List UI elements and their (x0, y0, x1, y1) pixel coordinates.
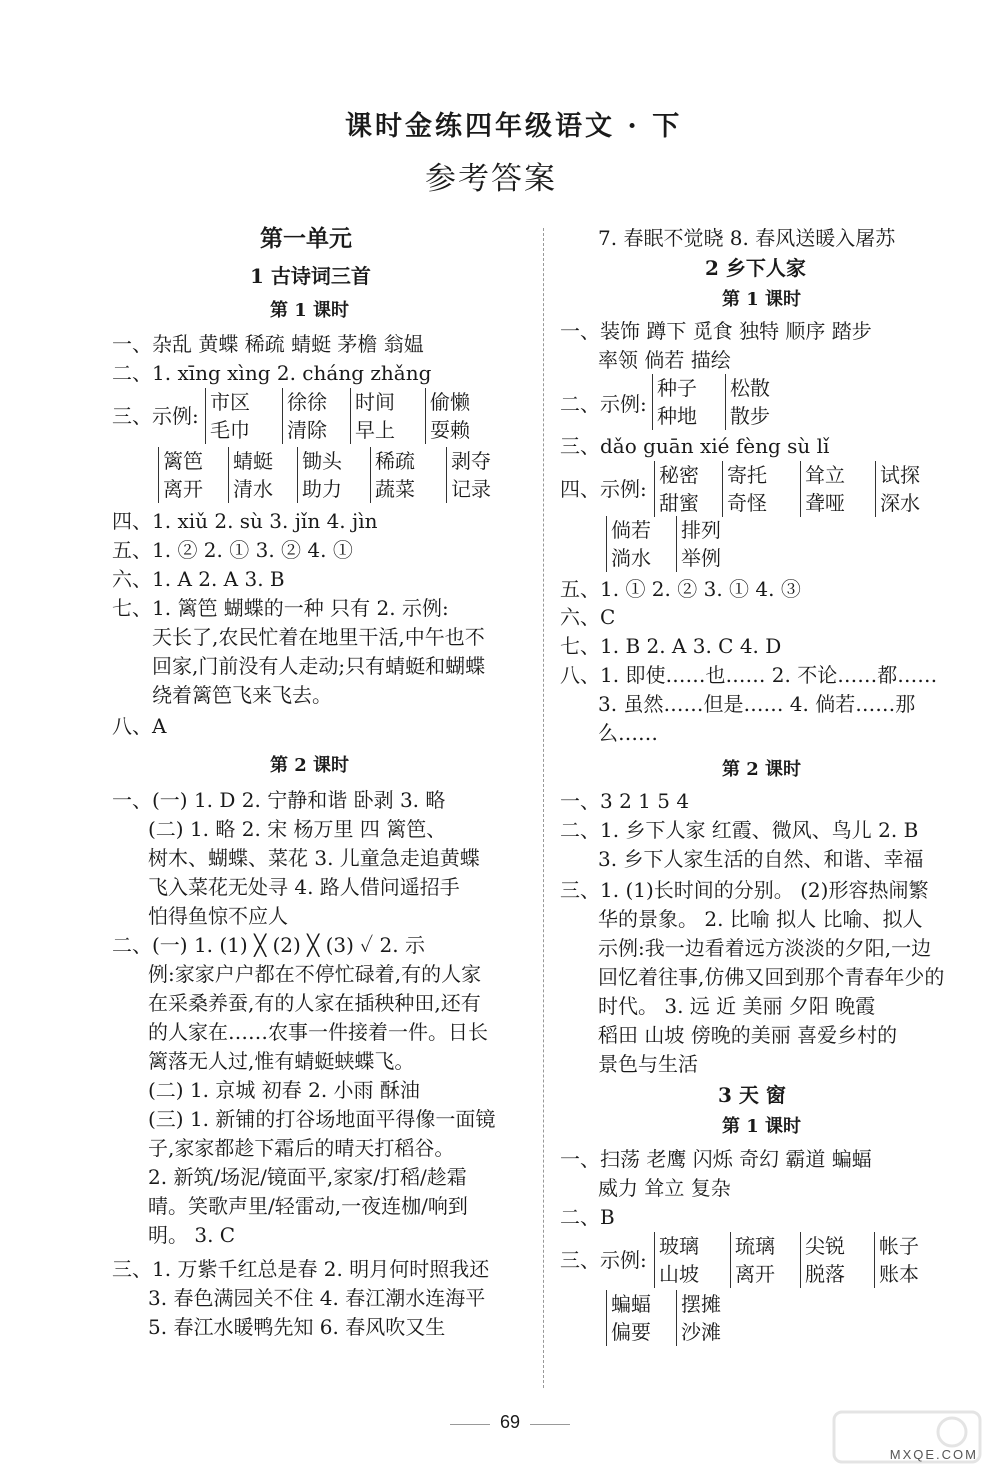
answer-line: 树木、蝴蝶、菜花 3. 儿童急走追黄蝶 (148, 846, 480, 870)
answer-line: 一、3 2 1 5 4 (560, 789, 690, 813)
answer-line: 八、A (112, 714, 167, 738)
word-pair: 徐徐 清除 (282, 388, 327, 444)
word-pair: 耸立 聋哑 (800, 461, 845, 517)
page-number-rule-right (530, 1424, 570, 1425)
answer-line: 明。 3. C (148, 1223, 236, 1247)
answer-line: 绕着篱笆飞来飞去。 (152, 683, 332, 707)
word-pair: 市区 毛巾 (205, 388, 250, 444)
column-divider (543, 228, 544, 1388)
lesson-2-period-2: 第 2 课时 (722, 759, 802, 780)
answer-line: 一、杂乱 黄蝶 稀疏 蜻蜓 茅檐 翁媪 (112, 332, 424, 356)
answer-line: (二) 1. 京城 初春 2. 小雨 酥油 (148, 1078, 420, 1102)
word-pair: 帐子 账本 (874, 1232, 919, 1288)
answer-line: 二、1. 乡下人家 红霞、微风、鸟儿 2. B (560, 818, 919, 842)
answer-line: (二) 1. 略 2. 宋 杨万里 四 篱笆、 (148, 817, 447, 841)
answer-line: 二、(一) 1. (1) ╳ (2) ╳ (3) ✓ 2. 示 (112, 933, 425, 957)
lesson-1-title: 1 古诗词三首 (250, 264, 371, 288)
word-pair: 玻璃 山坡 (654, 1232, 699, 1288)
answer-line: 3. 虽然……但是…… 4. 倘若……那 (598, 692, 916, 716)
word-pair: 蜻蜓 清水 (228, 447, 273, 503)
answer-line: 一、(一) 1. D 2. 宁静和谐 卧剥 3. 略 (112, 788, 446, 812)
word-pair: 稀疏 蔬菜 (370, 447, 415, 503)
answer-line: 在采桑养蚕,有的人家在插秧种田,还有 (148, 991, 481, 1015)
answer-line: 么…… (598, 721, 658, 745)
answer-line: 时代。 3. 远 近 美丽 夕阳 晚霞 (598, 994, 876, 1018)
word-pair: 锄头 助力 (297, 447, 342, 503)
answer-line: 子,家家都趁下霜后的晴天打稻谷。 (148, 1136, 455, 1160)
word-pair: 寄托 奇怪 (722, 461, 767, 517)
lesson-2-period-1: 第 1 课时 (722, 289, 802, 310)
answer-line: 八、1. 即使……也…… 2. 不论……都…… (560, 663, 938, 687)
answer-line: 华的景象。 2. 比喻 拟人 比喻、拟人 (598, 907, 923, 931)
lesson-3-period-1: 第 1 课时 (722, 1116, 802, 1137)
word-pair: 剥夺 记录 (446, 447, 491, 503)
answer-line: 稻田 山坡 傍晚的美丽 喜爱乡村的 (598, 1023, 898, 1047)
word-pair: 尖锐 脱落 (800, 1232, 845, 1288)
answer-line: 的人家在……农事一件接着一件。日长 (148, 1020, 488, 1044)
answer-line: 六、1. A 2. A 3. B (112, 567, 285, 591)
word-pair: 倘若 淌水 (606, 516, 651, 572)
word-pair: 偷懒 耍赖 (425, 388, 470, 444)
lesson-2-title: 2 乡下人家 (705, 256, 806, 280)
answer-line: 二、1. xīng xìng 2. cháng zhǎng (112, 361, 432, 385)
answer-line: 三、1. 万紫千红总是春 2. 明月何时照我还 (112, 1257, 490, 1281)
answer-line: 3. 乡下人家生活的自然、和谐、幸福 (598, 847, 924, 871)
lesson-1-period-1: 第 1 课时 (270, 300, 350, 321)
unit-heading: 第一单元 (260, 225, 352, 252)
answer-line: 7. 春眠不觉晓 8. 春风送暖入屠苏 (598, 226, 896, 250)
page-number-rule-left (450, 1424, 490, 1425)
answer-line: 一、扫荡 老鹰 闪烁 奇幻 霸道 蝙蝠 (560, 1147, 872, 1171)
answer-line: 飞入菜花无处寻 4. 路人借问遥招手 (148, 875, 460, 899)
word-pair: 种子 种地 (652, 374, 697, 430)
answer-line: 六、C (560, 605, 616, 629)
answer-line: (三) 1. 新铺的打谷场地面平得像一面镜 (148, 1107, 496, 1131)
answer-line: 例:家家户户都在不停忙碌着,有的人家 (148, 962, 482, 986)
page-number: 69 (500, 1412, 521, 1432)
word-pair: 松散 散步 (725, 374, 770, 430)
answer-line: 天长了,农民忙着在地里干活,中午也不 (152, 625, 485, 649)
answer-line: 五、1. ② 2. ① 3. ② 4. ① (112, 538, 353, 562)
answer-line: 2. 新筑/场泥/镜面平,家家/打稻/趁霜 (148, 1165, 467, 1189)
answer-line: 三、1. (1)长时间的分别。 (2)形容热闹繁 (560, 878, 929, 902)
answer-line: 3. 春色满园关不住 4. 春江潮水连海平 (148, 1286, 486, 1310)
answer-line: 示例:我一边看着远方淡淡的夕阳,一边 (598, 936, 932, 960)
answer-line: 三、dǎo guān xié fèng sù lǐ (560, 434, 830, 458)
answer-line: 率领 倘若 描绘 (598, 348, 731, 372)
word-pair: 试探 深水 (875, 461, 920, 517)
document-subtitle: 参考答案 (425, 161, 557, 197)
lesson-3-title: 3 天 窗 (718, 1083, 786, 1107)
word-pair: 时间 早上 (350, 388, 395, 444)
lesson-1-period-2: 第 2 课时 (270, 755, 350, 776)
answer-line: 篱落无人过,惟有蜻蜓蛱蝶飞。 (148, 1049, 415, 1073)
answer-line: 七、1. B 2. A 3. C 4. D (560, 634, 782, 658)
word-pair: 排列 举例 (676, 516, 721, 572)
answer-label: 四、示例: (560, 477, 647, 501)
answer-line: 晴。笑歌声里/轻雷动,一夜连枷/响到 (148, 1194, 468, 1218)
word-pair: 蝙蝠 偏要 (606, 1290, 651, 1346)
answer-line: 5. 春江水暖鸭先知 6. 春风吹又生 (148, 1315, 446, 1339)
word-pair: 摆摊 沙滩 (676, 1290, 721, 1346)
answer-label: 三、示例: (560, 1248, 647, 1272)
answer-line: 一、装饰 蹲下 觅食 独特 顺序 踏步 (560, 319, 872, 343)
document-title: 课时金练四年级语文 · 下 (345, 111, 683, 142)
answer-label: 三、示例: (112, 404, 199, 428)
watermark-text: MXQE.COM (889, 1447, 978, 1462)
answer-line: 四、1. xiǔ 2. sù 3. jǐn 4. jìn (112, 509, 378, 533)
answer-line: 二、B (560, 1205, 615, 1229)
word-pair: 琉璃 离开 (730, 1232, 775, 1288)
answer-line: 五、1. ① 2. ② 3. ① 4. ③ (560, 577, 801, 601)
answer-line: 威力 耸立 复杂 (598, 1176, 731, 1200)
answer-line: 回家,门前没有人走动;只有蜻蜓和蝴蝶 (152, 654, 486, 678)
answer-line: 景色与生活 (598, 1052, 698, 1076)
answer-line: 七、1. 篱笆 蝴蝶的一种 只有 2. 示例: (112, 596, 449, 620)
answer-line: 怕得鱼惊不应人 (148, 904, 288, 928)
word-pair: 篱笆 离开 (158, 447, 203, 503)
answer-label: 二、示例: (560, 392, 647, 416)
answer-line: 回忆着往事,仿佛又回到那个青春年少的 (598, 965, 945, 989)
word-pair: 秘密 甜蜜 (654, 461, 699, 517)
